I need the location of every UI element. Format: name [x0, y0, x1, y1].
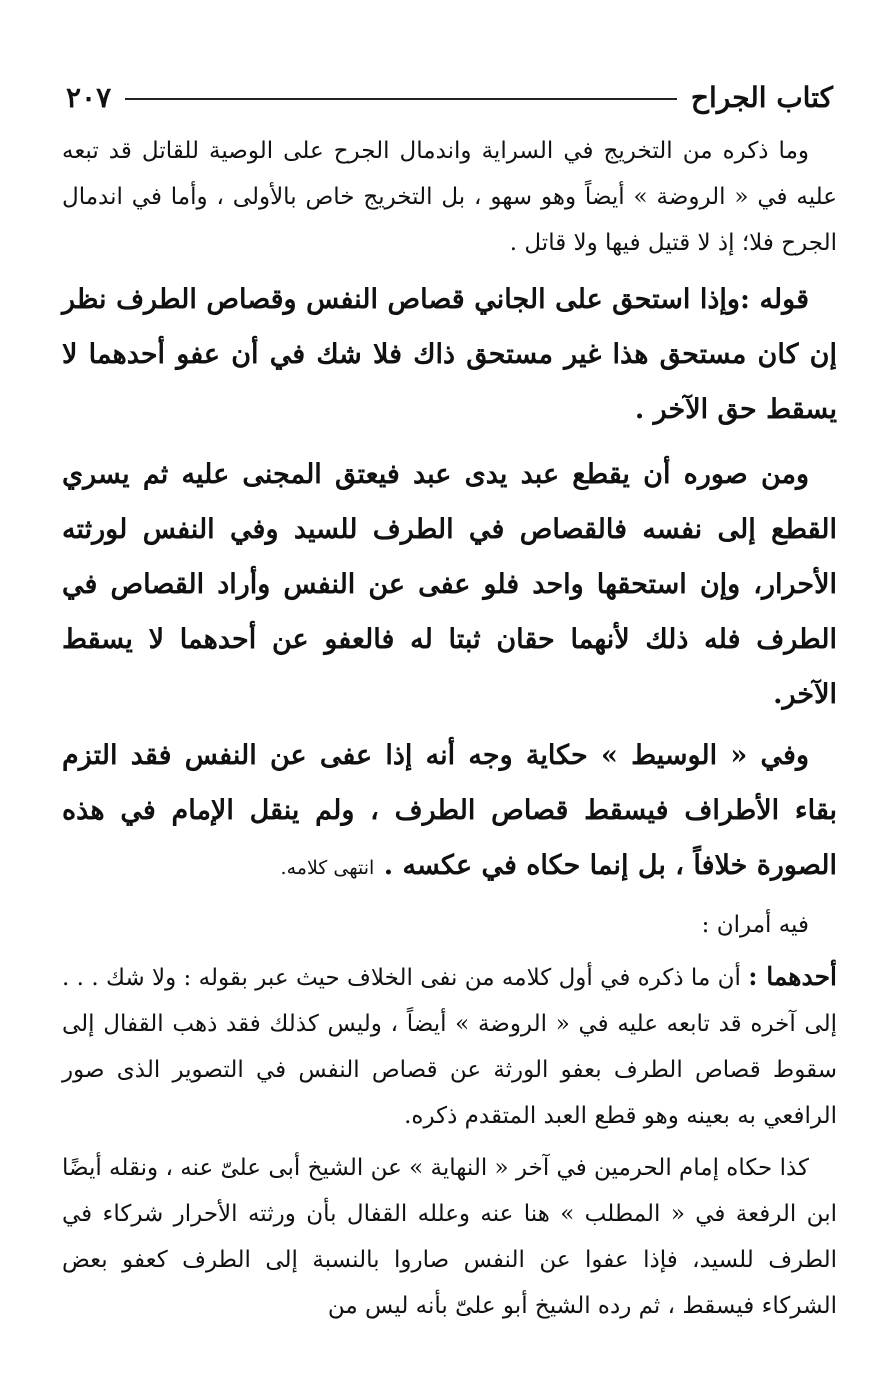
running-title: كتاب الجراح: [690, 80, 833, 114]
paragraph-3-bold: ومن صوره أن يقطع عبد يدى عبد فيعتق المجنى عليه ثم يسري القطع إلى نفسه فالقصاص في الطرف للسيد وفي النفس لورثته الأحرار، وإن استحقها واحد فلو عفى عن النفس وأراد القصاص في الطرف فله ذلك لأنهما حقان ثبتا له فالعفو عن أحدهما لا يسقط الآخر.: [62, 459, 837, 710]
paragraph-7: كذا حكاه إمام الحرمين في آخر « النهاية » عن الشيخ أبى علىّ عنه ، ونقله أيضًا ابن الرفعة في « المطلب » هنا عنه وعلله القفال بأن ورثته الأحرار شركاء في الطرف للسيد، فإذا عفوا عن النفس صاروا بالنسبة إلى الطرف كعفو بعض الشركاء فيسقط ، ثم رده الشيخ أبو علىّ بأنه ليس من: [62, 1155, 837, 1319]
paragraph-1: وما ذكره من التخريج في السراية واندمال الجرح على الوصية للقاتل قد تبعه عليه في « الروضة » أيضاً وهو سهو ، بل التخريج خاص بالأولى ، وأما في اندمال الجرح فلا؛ إذ لا قتيل فيها ولا قاتل .: [62, 138, 837, 256]
paragraph-4: [62, 728, 837, 896]
page-body: [62, 128, 837, 1329]
page-number: ٢٠٧: [66, 80, 112, 114]
paragraph-2-bold: قوله :وإذا استحق على الجاني قصاص النفس وقصاص الطرف نظر إن كان مستحق هذا غير مستحق ذاك فلا شك في أن عفو أحدهما لا يسقط حق الآخر .: [62, 284, 837, 425]
paragraph-6-lead: أحدهما :: [748, 962, 837, 991]
header-rule: [125, 98, 677, 100]
paragraph-6-text: أن ما ذكره في أول كلامه من نفى الخلاف حيث عبر بقوله : ولا شك . . . إلى آخره قد تابعه عليه في « الروضة » أيضاً ، وليس كذلك فقد ذهب القفال إلى سقوط قصاص الطرف بعفو الورثة عن قصاص النفس في التصوير الذى صور الرافعي به بعينه وهو قطع العبد المتقدم ذكره.: [62, 965, 837, 1129]
paragraph-4-bold-text: وفي « الوسيط » حكاية وجه أنه إذا عفى عن النفس فقد التزم بقاء الأطراف فيسقط قصاص الطرف ، ولم ينقل الإمام في هذه الصورة خلافاً ، بل إنما حكاه في عكسه .: [62, 740, 837, 881]
paragraph-5: فيه أمران :: [701, 912, 809, 938]
paragraph-4-tail: انتهى كلامه.: [280, 857, 375, 879]
page-header: [66, 72, 833, 122]
paragraph-6: [62, 954, 837, 1139]
